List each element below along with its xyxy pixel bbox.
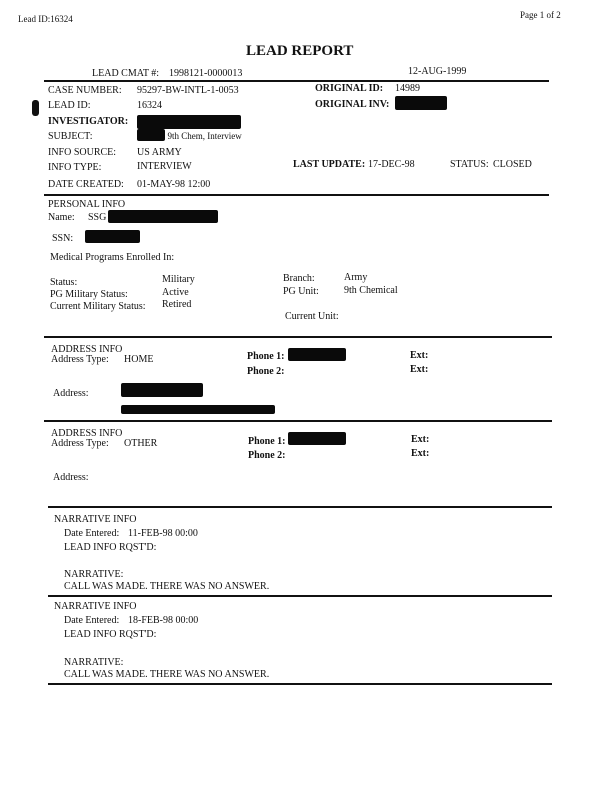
- narrative-text: CALL WAS MADE. THERE WAS NO ANSWER.: [64, 669, 270, 680]
- pg-military-status-label: PG Military Status:: [50, 289, 128, 300]
- current-military-status-value: Retired: [162, 299, 192, 310]
- divider: [44, 194, 549, 196]
- date-entered-label: Date Entered:: [64, 528, 120, 539]
- pg-unit-value: 9th Chemical: [344, 285, 398, 296]
- address-info-heading: ADDRESS INFO: [51, 428, 123, 439]
- handwritten-mark: [32, 100, 39, 116]
- name-prefix: SSG: [88, 212, 107, 223]
- address-type-value: OTHER: [124, 438, 158, 449]
- narrative-text: CALL WAS MADE. THERE WAS NO ANSWER.: [64, 581, 270, 592]
- lead-id-value: 16324: [137, 100, 162, 111]
- divider: [44, 336, 552, 338]
- ext1-label: Ext:: [410, 350, 429, 361]
- narrative-info-heading: NARRATIVE INFO: [54, 514, 137, 525]
- lead-id-label: LEAD ID:: [48, 100, 91, 111]
- info-source-value: US ARMY: [137, 147, 182, 158]
- current-unit-label: Current Unit:: [285, 311, 339, 322]
- case-number-value: 95297-BW-INTL-1-0053: [137, 85, 239, 96]
- branch-value: Army: [344, 272, 368, 283]
- ext1-label: Ext:: [411, 434, 430, 445]
- address-type-value: HOME: [124, 354, 154, 365]
- status-mil-value: Military: [162, 274, 195, 285]
- investigator-label: INVESTIGATOR:: [48, 116, 129, 127]
- address-label: Address:: [53, 388, 89, 399]
- status-mil-label: Status:: [50, 277, 78, 288]
- branch-label: Branch:: [283, 273, 315, 284]
- date-created-label: DATE CREATED:: [48, 179, 124, 190]
- phone2-label: Phone 2:: [247, 366, 285, 377]
- original-id-value: 14989: [395, 83, 420, 94]
- address-type-label: Address Type:: [51, 354, 109, 365]
- info-type-label: INFO TYPE:: [48, 162, 102, 173]
- lead-id-corner: Lead ID:16324: [18, 14, 73, 24]
- narrative-label: NARRATIVE:: [64, 569, 124, 580]
- redaction-address-line2: [121, 405, 275, 414]
- address-label: Address:: [53, 472, 89, 483]
- pg-unit-label: PG Unit:: [283, 286, 319, 297]
- name-label: Name:: [48, 212, 75, 223]
- phone1-label: Phone 1:: [248, 436, 286, 447]
- case-number-label: CASE NUMBER:: [48, 85, 122, 96]
- info-type-value: INTERVIEW: [137, 161, 192, 172]
- address-info-heading: ADDRESS INFO: [51, 344, 123, 355]
- divider: [48, 595, 552, 597]
- date-entered-value: 11-FEB-98 00:00: [128, 528, 198, 539]
- page-number: Page 1 of 2: [520, 10, 561, 20]
- divider: [44, 420, 552, 422]
- subject-value: , 9th Chem, Interview: [163, 131, 242, 141]
- last-update-value: 17-DEC-98: [368, 159, 415, 170]
- narrative-info-heading: NARRATIVE INFO: [54, 601, 137, 612]
- divider: [44, 80, 549, 82]
- divider: [48, 506, 552, 508]
- divider: [48, 683, 552, 685]
- cmat-label: LEAD CMAT #:: [92, 68, 160, 79]
- lead-info-rqstd-label: LEAD INFO RQST'D:: [64, 629, 157, 640]
- current-military-status-label: Current Military Status:: [50, 301, 146, 312]
- lead-info-rqstd-label: LEAD INFO RQST'D:: [64, 542, 157, 553]
- subject-label: SUBJECT:: [48, 131, 93, 142]
- date-created-value: 01-MAY-98 12:00: [137, 179, 211, 190]
- redaction-address-line1: [121, 383, 203, 397]
- medical-programs-label: Medical Programs Enrolled In:: [50, 252, 175, 263]
- redaction-ssn: [85, 230, 140, 243]
- date-entered-label: Date Entered:: [64, 615, 120, 626]
- original-id-label: ORIGINAL ID:: [315, 83, 384, 94]
- redaction-phone1: [288, 432, 346, 445]
- redaction-original-inv: [395, 96, 447, 110]
- narrative-label: NARRATIVE:: [64, 657, 124, 668]
- personal-info-heading: PERSONAL INFO: [48, 199, 126, 210]
- date-entered-value: 18-FEB-98 00:00: [128, 615, 199, 626]
- ssn-label: SSN:: [52, 233, 74, 244]
- cmat-value: 1998121-0000013: [169, 68, 243, 79]
- address-type-label: Address Type:: [51, 438, 109, 449]
- redaction-phone1: [288, 348, 346, 361]
- info-source-label: INFO SOURCE:: [48, 147, 117, 158]
- original-inv-label: ORIGINAL INV:: [315, 99, 390, 110]
- report-date: 12-AUG-1999: [408, 66, 467, 77]
- redaction-name: [108, 210, 218, 223]
- pg-military-status-value: Active: [162, 287, 189, 298]
- report-title: LEAD REPORT: [246, 43, 354, 59]
- last-update-label: LAST UPDATE:: [293, 159, 366, 170]
- status-value: CLOSED: [493, 159, 532, 170]
- status-label: STATUS:: [450, 159, 489, 170]
- ext2-label: Ext:: [410, 364, 429, 375]
- ext2-label: Ext:: [411, 448, 430, 459]
- redaction-subject: [137, 129, 165, 141]
- phone1-label: Phone 1:: [247, 351, 285, 362]
- phone2-label: Phone 2:: [248, 450, 286, 461]
- redaction-investigator: [137, 115, 241, 129]
